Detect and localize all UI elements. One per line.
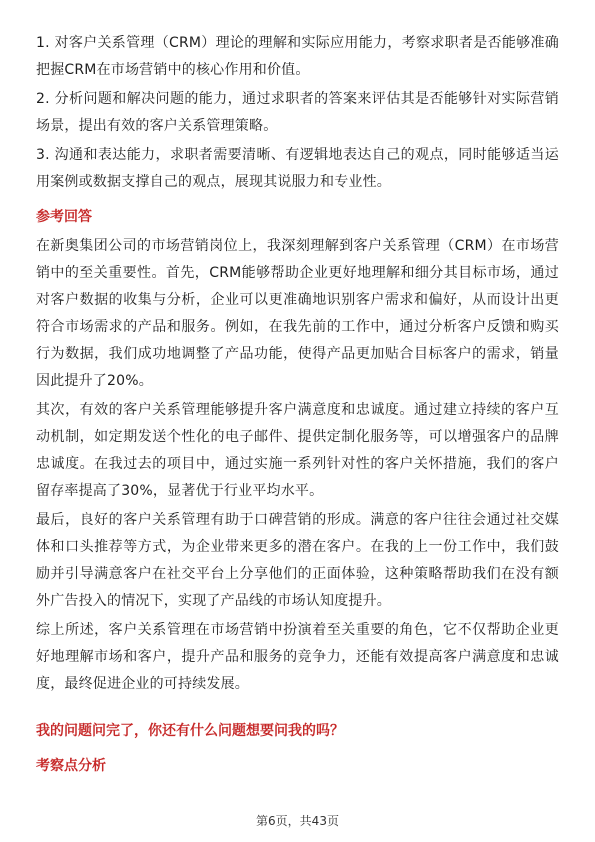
answer-heading: 参考回答 (36, 209, 92, 225)
answer-paragraph-4: 综上所述，客户关系管理在市场营销中扮演着至关重要的角色，它不仅帮助企业更好地理解市场和客户，提升产品和服务的竞争力，还能有效提高客户满意度和忠诚度，最终促进企业的可持续发展。 (36, 622, 559, 692)
answer-paragraph-3: 最后，良好的客户关系管理有助于口碑营销的形成。满意的客户往往会通过社交媒体和口头推荐等方式，为企业带来更多的潜在客户。在我的上一份工作中，我们鼓励并引导满意客户在社交平台上分享他们的正面体验，这种策略帮助我们在没有额外广告投入的情况下，实现了产品线的市场认知度提升。 (36, 512, 559, 609)
evaluation-point-3: 3. 沟通和表达能力，求职者需要清晰、有逻辑地表达自己的观点，同时能够适当运用案例或数据支撑自己的观点，展现其说服力和专业性。 (36, 147, 559, 190)
evaluation-point-2: 2. 分析问题和解决问题的能力，通过求职者的答案来评估其是否能够针对实际营销场景，提出有效的客户关系管理策略。 (36, 91, 559, 134)
answer-paragraph-1: 在新奥集团公司的市场营销岗位上，我深刻理解到客户关系管理（CRM）在市场营销中的至关重要性。首先，CRM能够帮助企业更好地理解和细分其目标市场，通过对客户数据的收集与分析，企业可以更准确地识别客户需求和偏好，从而设计出更符合市场需求的产品和服务。例如，在我先前的工作中，通过分析客户反馈和购买行为数据，我们成功地调整了产品功能，使得产品更加贴合目标客户的需求，销量因此提升了20%。 (36, 238, 559, 389)
question-heading: 我的问题问完了，你还有什么问题想要问我的吗？ (36, 723, 344, 739)
evaluation-point-1: 1. 对客户关系管理（CRM）理论的理解和实际应用能力，考察求职者是否能够准确把握CRM在市场营销中的核心作用和价值。 (36, 35, 559, 78)
page-content (36, 30, 559, 782)
analysis-heading: 考察点分析 (36, 758, 106, 774)
answer-paragraph-2: 其次，有效的客户关系管理能够提升客户满意度和忠诚度。通过建立持续的客户互动机制，如定期发送个性化的电子邮件、提供定制化服务等，可以增强客户的品牌忠诚度。在我过去的项目中，通过实施一系列针对性的客户关怀措施，我们的客户留存率提高了30%，显著优于行业平均水平。 (36, 402, 559, 499)
page-number: 第6页，共43页 (256, 814, 339, 828)
